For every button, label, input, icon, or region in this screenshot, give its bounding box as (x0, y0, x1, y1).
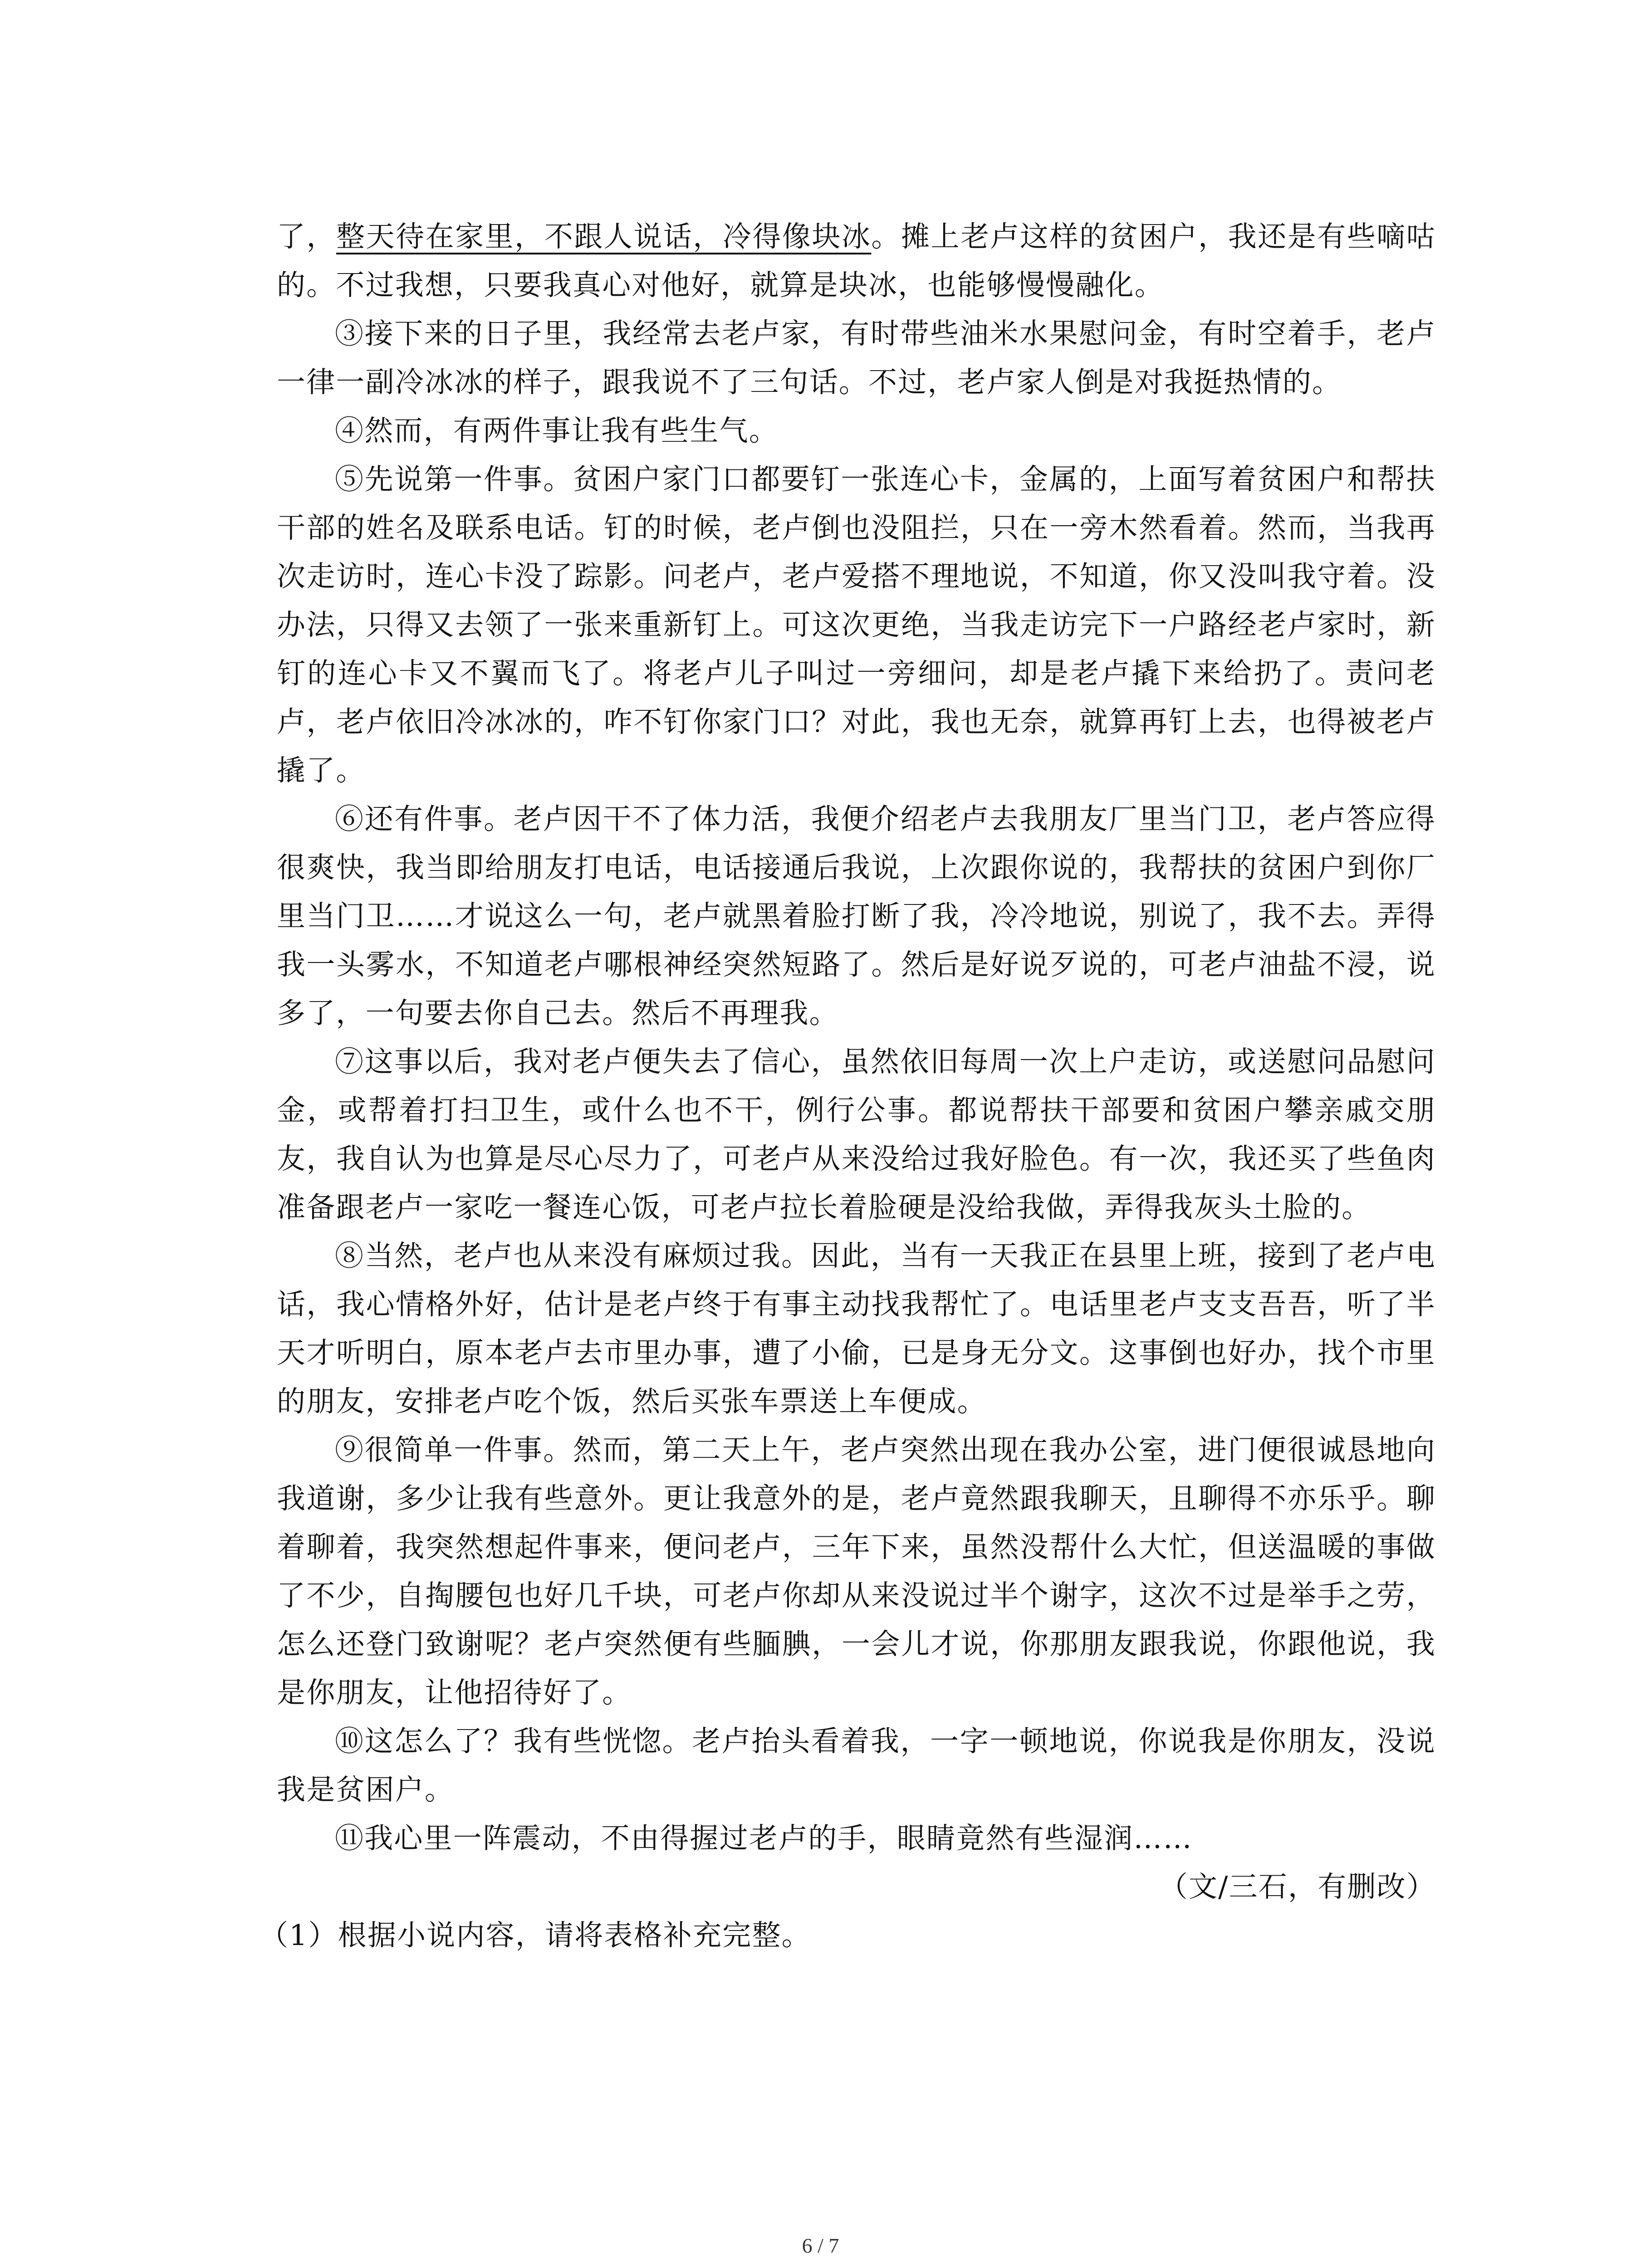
underlined-sentence: 整天待在家里，不跟人说话，冷得像块冰 (336, 220, 872, 253)
paragraph-7: ⑦这事以后，我对老卢便失去了信心，虽然依旧每周一次上户走访，或送慰问品慰问金，或帮着打扫卫生，或什么也不干，例行公事。都说帮扶干部要和贫困户攀亲戚交朋友，我自认为也算是尽心尽力了，可老卢从来没给过我好脸色。有一次，我还买了些鱼肉准备跟老卢一家吃一餐连心饭，可老卢拉长着脸硬是没给我做，弄得我灰头土脸的。 (277, 1045, 1436, 1224)
paragraph-11: ⑪我心里一阵震动，不由得握过老卢的手，眼睛竟然有些湿润…… (335, 1822, 1193, 1855)
page-number: 6 / 7 (802, 2234, 839, 2257)
paragraph-5: ⑤先说第一件事。贫困户家门口都要钉一张连心卡，金属的，上面写着贫困户和帮扶干部的姓名及联系电话。钉的时候，老卢倒也没阻拦，只在一旁木然看着。然而，当我再次走访时，连心卡没了踪影。问老卢，老卢爱搭不理地说，不知道，你又没叫我守着。没办法，只得又去领了一张来重新钉上。可这次更绝，当我走访完下一户路经老卢家时，新钉的连心卡又不翼而飞了。将老卢儿子叫过一旁细问，却是老卢撬下来给扔了。责问老卢，老卢依旧冷冰冰的，咋不钉你家门口？对此，我也无奈，就算再钉上去，也得被老卢撬了。 (277, 463, 1436, 787)
question-1: （1）根据小说内容，请将表格补充完整。 (260, 1919, 811, 1952)
paragraph-9: ⑨很简单一件事。然而，第二天上午，老卢突然出现在我办公室，进门便很诚恳地向我道谢，多少让我有些意外。更让我意外的是，老卢竟然跟我聊天，且聊得不亦乐乎。聊着聊着，我突然想起件事来，便问老卢，三年下来，虽然没帮什么大忙，但送温暖的事做了不少，自掏腰包也好几千块，可老卢你却从来没说过半个谢字，这次不过是举手之劳，怎么还登门致谢呢？老卢突然便有些腼腆，一会儿才说，你那朋友跟我说，你跟他说，我是你朋友，让他招待好了。 (277, 1433, 1436, 1709)
paragraph-3: ③接下来的日子里，我经常去老卢家，有时带些油米水果慰问金，有时空着手，老卢一律一副冷冰冰的样子，跟我说不了三句话。不过，老卢家人倒是对我挺热情的。 (277, 317, 1436, 399)
paragraph-2-trail: 。摊上老卢这样的贫困户，我还是有些嘀咕的。不过我想，只要我真心对他好，就算是块冰，也能够慢慢融化。 (277, 220, 1436, 302)
paragraph-4: ④然而，有两件事让我有些生气。 (335, 414, 779, 447)
paragraph-2-lead: 了， (277, 220, 337, 253)
article-body (260, 212, 1436, 1960)
source-attribution: （文/三石，有删改） (1159, 1870, 1436, 1903)
paragraph-2-continued (277, 212, 1436, 309)
paragraph-10: ⑩这怎么了？我有些恍惚。老卢抬头看着我，一字一顿地说，你说我是你朋友，没说我是贫困户。 (277, 1725, 1436, 1806)
paragraph-6: ⑥还有件事。老卢因干不了体力活，我便介绍老卢去我朋友厂里当门卫，老卢答应得很爽快，我当即给朋友打电话，电话接通后我说，上次跟你说的，我帮扶的贫困户到你厂里当门卫……才说这么一句，老卢就黑着脸打断了我，冷冷地说，别说了，我不去。弄得我一头雾水，不知道老卢哪根神经突然短路了。然后是好说歹说的，可老卢油盐不浸，说多了，一句要去你自己去。然后不再理我。 (277, 802, 1436, 1030)
paragraph-8: ⑧当然，老卢也从来没有麻烦过我。因此，当有一天我正在县里上班，接到了老卢电话，我心情格外好，估计是老卢终于有事主动找我帮忙了。电话里老卢支支吾吾，听了半天才听明白，原本老卢去市里办事，遭了小偷，已是身无分文。这事倒也好办，找个市里的朋友，安排老卢吃个饭，然后买张车票送上车便成。 (277, 1239, 1436, 1418)
